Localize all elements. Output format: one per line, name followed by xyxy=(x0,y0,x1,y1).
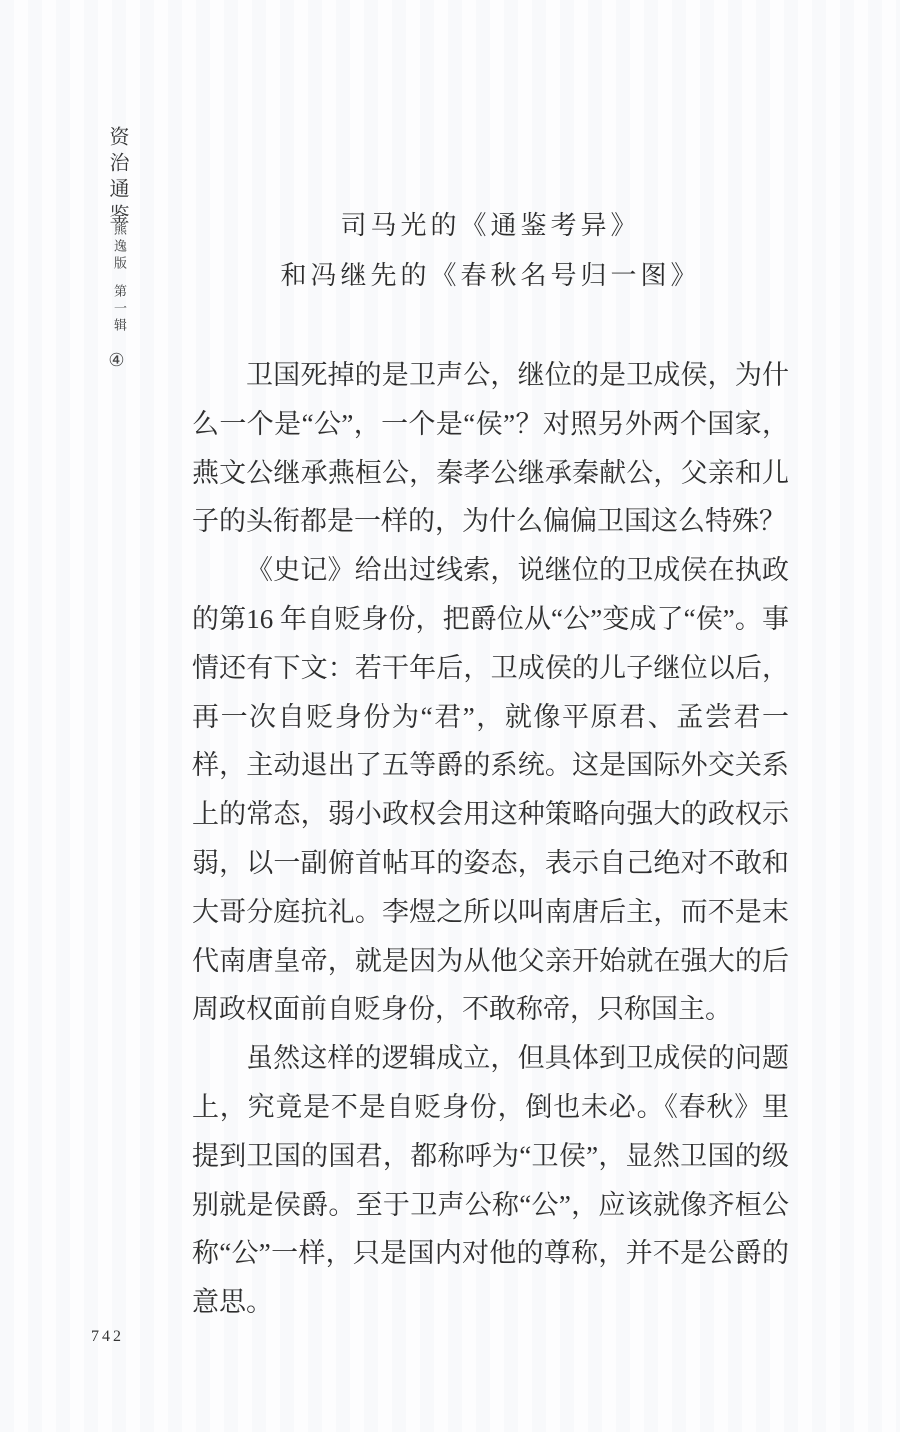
spine-series-label: 第一辑 xyxy=(112,284,127,335)
paragraph-3: 虽然这样的逻辑成立，但具体到卫成侯的问题上，究竟是不是自贬身份，倒也未必。《春秋》里提到卫国的国君，都称呼为“卫侯”，显然卫国的级别就是侯爵。至于卫声公称“公”，应该就像齐桓公称“公”一样，只是国内对他的尊称，并不是公爵的意思。 xyxy=(192,1043,789,1318)
spine-volume-badge: ④ xyxy=(107,350,127,371)
body-text xyxy=(192,351,789,1327)
spine-edition-label: 熊逸版 xyxy=(112,222,127,273)
paragraph-1: 卫国死掉的是卫声公，继位的是卫成侯，为什么一个是“公”，一个是“侯”？对照另外两个国家，燕文公继承燕桓公，秦孝公继承秦献公，父亲和儿子的头衔都是一样的，为什么偏偏卫国这么特殊？ xyxy=(192,360,789,537)
chapter-title-line-2: 和冯继先的《春秋名号归一图》 xyxy=(280,261,701,290)
paragraph-2: 《史记》给出过线索，说继位的卫成侯在执政的第16 年自贬身份，把爵位从“公”变成了“侯”。事情还有下文：若干年后，卫成侯的儿子继位以后，再一次自贬身份为“君”，就像平原君、孟尝君一样，主动退出了五等爵的系统。这是国际外交关系上的常态，弱小政权会用这种策略向强大的政权示弱，以一副俯首帖耳的姿态，表示自己绝对不敢和大哥分庭抗礼。李煜之所以叫南唐后主，而不是末代南唐皇帝，就是因为从他父亲开始就在强大的后周政权面前自贬身份，不敢称帝，只称国主。 xyxy=(192,555,789,1025)
scan-speck xyxy=(771,1150,776,1155)
spine-book-title: 资治通鉴 xyxy=(106,126,128,230)
chapter-title xyxy=(192,201,789,301)
page-number: 742 xyxy=(91,1328,124,1345)
chapter-title-line-1: 司马光的《通鉴考异》 xyxy=(340,211,641,240)
